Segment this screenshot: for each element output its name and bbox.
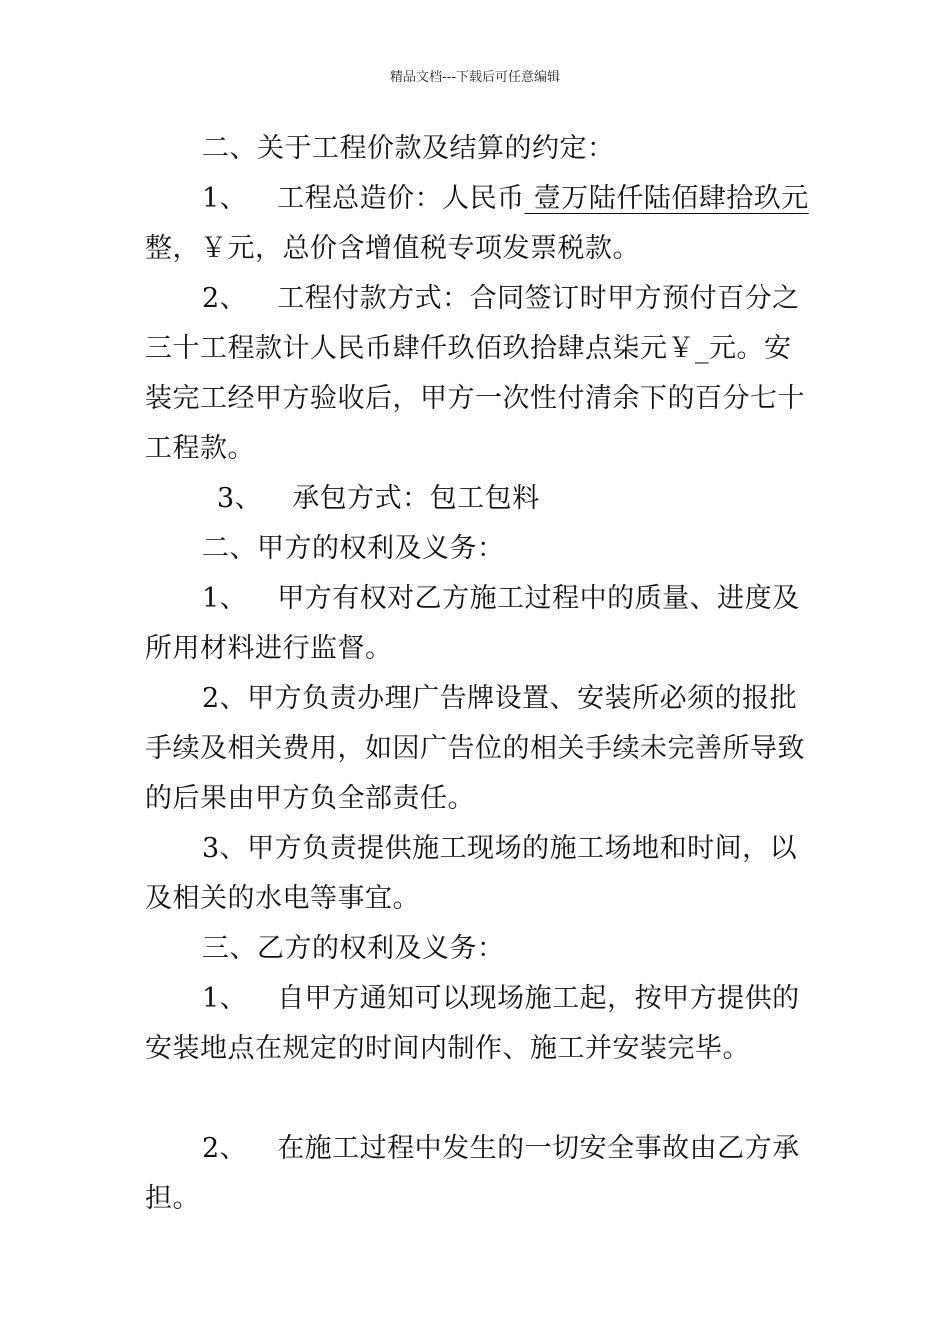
clause-number: 1、 <box>202 583 248 614</box>
clause-text: 在施工过程中发生的一切安全事故由乙方承担。 <box>145 1133 800 1214</box>
clause-text-tail: 整，￥元，总价含增值税专项发票税款。 <box>145 233 640 264</box>
section-heading-party-b: 三、乙方的权利及义务： <box>202 933 505 964</box>
document-body <box>145 124 815 1224</box>
clause-payment-method <box>145 274 815 474</box>
clause-number: 2、 <box>202 1133 248 1164</box>
clause-number: 1、 <box>202 983 248 1014</box>
clause-text: 甲方有权对乙方施工过程中的质量、进度及所用材料进行监督。 <box>145 583 800 664</box>
clause-contract-method <box>145 474 815 524</box>
clause-party-a-supervision <box>145 574 815 674</box>
clause-total-price <box>145 174 815 274</box>
clause-number: 2、 <box>202 283 248 314</box>
clause-text: 自甲方通知可以现场施工起，按甲方提供的安装地点在规定的时间内制作、施工并安装完毕。 <box>145 983 800 1064</box>
page-header: 精品文档---下载后可任意编辑 <box>389 70 561 85</box>
clause-party-b-safety <box>145 1124 815 1224</box>
section-heading-party-a: 二、甲方的权利及义务： <box>202 533 505 564</box>
section-heading-payment: 二、关于工程价款及结算的约定： <box>202 133 615 164</box>
amount-in-words: 壹万陆仟陆佰肆拾玖元 <box>524 183 809 214</box>
blank-line <box>145 1074 815 1124</box>
clause-text: 工程付款方式：合同签订时甲方预付百分之三十工程款计人民币肆仟玖佰玖拾肆点柒元￥_元。安装完工经甲方验收后，甲方一次性付清余下的百分七十工程款。 <box>145 283 805 464</box>
clause-text: 工程总造价：人民币 <box>277 183 525 214</box>
clause-number: 1、 <box>202 183 248 214</box>
clause-party-a-site: 3、甲方负责提供施工现场的施工场地和时间，以及相关的水电等事宜。 <box>145 833 798 914</box>
clause-text: 承包方式：包工包料 <box>292 483 540 514</box>
clause-number: 3、 <box>217 483 263 514</box>
clause-party-a-permits: 2、甲方负责办理广告牌设置、安装所必须的报批手续及相关费用，如因广告位的相关手续未完善所导致的后果由甲方负全部责任。 <box>145 683 805 814</box>
clause-party-b-installation <box>145 974 815 1074</box>
